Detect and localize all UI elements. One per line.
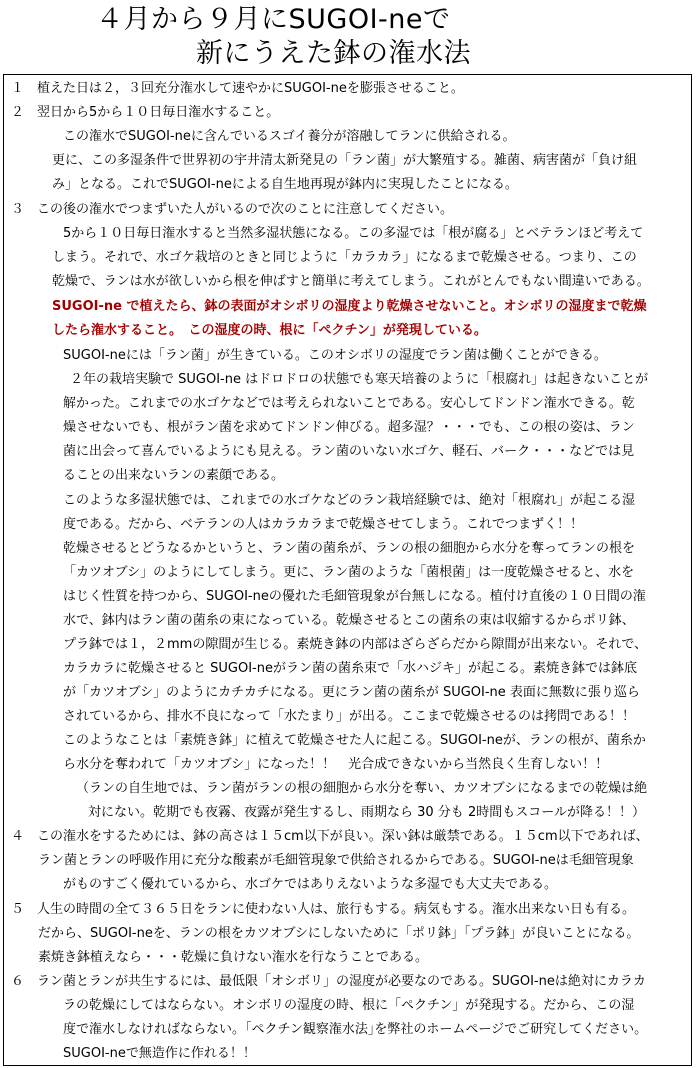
highlight-line: したら潅水すること。 この湿度の時、根に「ペクチン」が発現している。 (52, 323, 487, 338)
item-5-line: 素焼き鉢植えなら・・・乾燥に負けない潅水を行なうことである。 (38, 950, 429, 965)
item-3-line: 5から１０日毎日潅水すると当然多湿状態になる。この多湿では「根が腐る」とベテランほど考えて (63, 226, 644, 241)
item-3-line: 対にない。乾期でも夜霧、夜露が発生するし、雨期なら 30 分も 2時間もスコールが降る！！） (88, 805, 645, 820)
item-3-line: 度である。だから、ベテランの人はカラカラまで乾燥させてしまう。これでつまずく！！ (63, 517, 584, 532)
item-2: ２ 翌日から5から１０日毎日潅水すること。 (11, 105, 280, 120)
item-3: ３ この後の潅水でつまずいた人がいるので次のことに注意してください。 (11, 202, 454, 217)
item-3-line: されているから、排水不良になって「水たまり」が出る。ここまで乾燥させるのは拷問である！！ (63, 709, 636, 724)
item-6-line: ラの乾燥にしてはならない。オシボリの湿度の時、根に「ペクチン」が発現する。だから、この湿 (63, 998, 635, 1013)
item-3-line: ら水分を奪われて「カツオブシ」になった！！ 光合成できないから当然良く生育しない！！ (63, 757, 609, 772)
item-3-line: （ランの自生地では、ラン菌がランの根の細胞から水分を奪い、カツオブシになるまでの乾燥は絶 (76, 781, 648, 796)
item-4-line: ラン菌とランの呼吸作用に充分な酸素が毛細管現象で供給されるからである。SUGOI-neは毛細管現象 (38, 853, 634, 868)
item-3-line: このようなことは「素焼き鉢」に植えて乾燥させた人に起こる。SUGOI-neが、ランの根が、菌糸か (63, 733, 646, 748)
item-1: １ 植えた日は２，３回充分潅水して速やかにSUGOI-neを膨張させること。 (11, 81, 464, 96)
item-2-line: 更に、この多湿条件で世界初の宇井清太新発見の「ラン菌」が大繁殖する。雑菌、病害菌が「負け組 (52, 153, 638, 168)
item-3-line: このような多湿状態では、これまでの水ゴケなどのラン栽培経験では、絶対「根腐れ」が起こる湿 (63, 493, 636, 508)
item-3-line: 菌に出会って喜んでいるようにも見える。ラン菌のいない水ゴケ、軽石、バーク・・・などでは見 (63, 444, 635, 459)
page-title-line-1: ４月から９月にSUGOI-neで (96, 4, 451, 35)
page-title-line-2: 新にうえた鉢の潅水法 (196, 38, 471, 69)
item-3-line: ることの出来ないランの素顔である。 (63, 468, 285, 483)
item-3-line: プラ鉢では１，２mmの隙間が生じる。素焼き鉢の内部はざらざらだから隙間が出来ない。それで、 (63, 637, 648, 652)
item-3-line: 燥させないでも、根がラン菌を求めてドンドン伸びる。超多湿？・・・でも、この根の姿は、ラン (63, 420, 635, 435)
item-3-line: はじく性質を持つから、SUGOI-neの優れた毛細管現象が台無しになる。植付け直後の１０日間の潅 (63, 589, 646, 604)
item-3-line: ２年の栽培実験で SUGOI-ne はドロドロの状態でも寒天培養のように「根腐れ」は起きないことが (70, 372, 649, 387)
item-3-line: カラカラに乾燥させると SUGOI-neがラン菌の菌糸束で「水ハジキ」が起こる。素焼き鉢では鉢底 (63, 661, 637, 676)
item-6-line: SUGOI-neで無造作に作れる！！ (63, 1046, 256, 1061)
item-3-line: が「カツオブシ」のようにカチカチになる。更にラン菌の菌糸が SUGOI-ne 表面に無数に張り巡ら (63, 685, 640, 700)
item-4-line: がものすごく優れているから、水ゴケではありえないような多湿でも大丈夫である。 (63, 877, 558, 892)
highlight-line: SUGOI-ne で植えたら、鉢の表面がオシボリの湿度より乾燥させないこと。オシボリの湿度まで乾燥 (52, 299, 647, 314)
item-5-line: だから、SUGOI-neを、ランの根をカツオブシにしないために「ポリ鉢」「プラ鉢」が良いことになる。 (38, 926, 640, 941)
item-5: ５ 人生の時間の全て３６５日をランに使わない人は、旅行もする。病気もする。潅水出来ない日も有る。 (11, 902, 636, 917)
item-3-line: SUGOI-neには「ラン菌」が生きている。このオシボリの湿度でラン菌は働くことができる。 (63, 348, 607, 363)
item-3-line: 水で、鉢内はラン菌の菌糸の束になっている。乾燥させるとこの菌糸の束は収縮するからポリ鉢、 (63, 613, 635, 628)
item-6: ６ ラン菌とランが共生するには、最低限「オシボリ」の湿度が必要なのである。SUGOI-neは絶対にカラカ (11, 974, 646, 989)
item-6-line: 度で潅水しなければならない。｢ペクチン観察潅水法｣を弊社のホームページでご研究してください。 (63, 1022, 648, 1037)
item-3-line: 解かった。これまでの水ゴケなどでは考えられないことである。安心してドンドン潅水できる。乾 (63, 396, 635, 411)
item-3-line: 乾燥させるとどうなるかというと、ラン菌の菌糸が、ランの根の細胞から水分を奪ってランの根を (63, 541, 636, 556)
item-2-line: み」となる。これでSUGOI-neによる自生地再現が鉢内に実現したことになる。 (52, 177, 518, 192)
item-3-line: 「カツオブシ」のようにしてしまう。更に、ラン菌のような「菌根菌」は一度乾燥させると、水を (63, 565, 635, 580)
item-3-line: しまう。それで、水ゴケ栽培のときと同じように「カラカラ」になるまで乾燥させる。つまり、この (52, 250, 637, 265)
item-4: ４ この潅水をするためには、鉢の高さは１５cm以下が良い。深い鉢は厳禁である。１５cm以下であれば、 (11, 829, 649, 844)
item-2-line: この潅水でSUGOI-neに含んでいるスゴイ養分が溶融してランに供給される。 (63, 129, 516, 144)
item-3-line: 乾燥で、ランは水が欲しいから根を伸ばすと簡単に考えてしまう。これがとんでもない間違いである。 (52, 274, 650, 289)
